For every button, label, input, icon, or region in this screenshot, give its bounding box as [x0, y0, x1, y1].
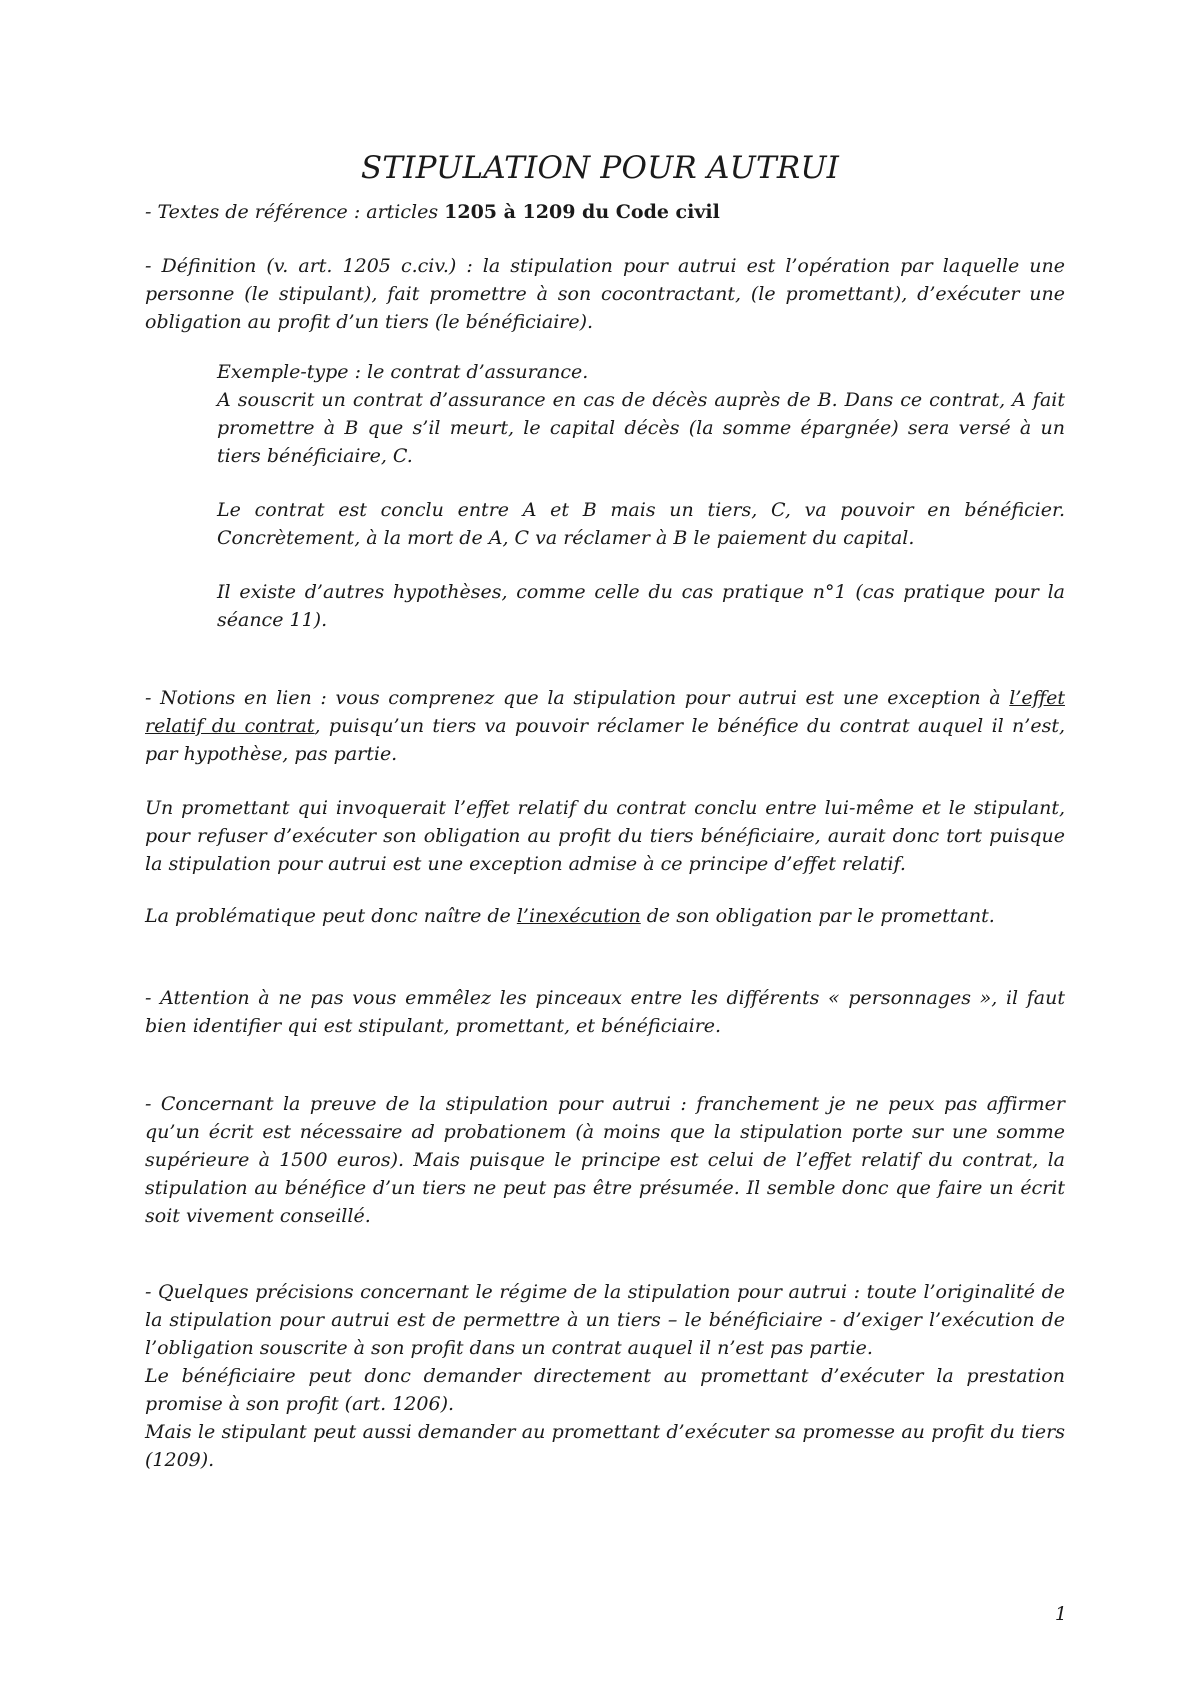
promettant-paragraph: Un promettant qui invoquerait l’effet relatif du contrat conclu entre lui-même et le stipulant, pour refuser d’exécuter son obligation au profit du tiers bénéficiaire, aurait donc tort puisque la stipulation pour autrui est une exception admise à ce principe d’effet relatif. — [145, 797, 1065, 875]
regime-paragraph-1: - Quelques précisions concernant le régime de la stipulation pour autrui : toute l’originalité de la stipulation pour autrui est de permettre à un tiers – le bénéficiaire - d’exiger l’exécution de l’obligation souscrite à son profit dans un contrat auquel il n’est pas partie. — [145, 1281, 1065, 1359]
references-paragraph — [145, 198, 1065, 226]
notions-paragraph — [145, 684, 1065, 768]
regime-paragraph-3: Mais le stipulant peut aussi demander au promettant d’exécuter sa promesse au profit du tiers (1209). — [145, 1421, 1065, 1471]
example-text: A souscrit un contrat d’assurance en cas de décès auprès de B. Dans ce contrat, A fait promettre à B que s’il meurt, le capital décès (la somme épargnée) sera versé à un tiers bénéficiaire, C. — [217, 389, 1065, 467]
preuve-paragraph: - Concernant la preuve de la stipulation pour autrui : franchement je ne peux pas affirmer qu’un écrit est nécessaire ad probationem (à moins que la stipulation porte sur une somme supérieure à 1500 euros). Mais puisque le principe est celui de l’effet relatif du contrat, la stipulation au bénéfice d’un tiers ne peut pas être présumée. Il semble donc que faire un écrit soit vivement conseillé. — [145, 1093, 1065, 1227]
notions-text-before: - Notions en lien : vous comprenez que la stipulation pour autrui est une exception à — [145, 687, 1010, 709]
example-heading: Exemple-type : le contrat d’assurance. — [217, 361, 589, 383]
problematique-text-after: de son obligation par le promettant. — [640, 905, 995, 927]
problematique-underlined-term: l’inexécution — [516, 905, 641, 927]
regime-paragraph-2: Le bénéficiaire peut donc demander directement au promettant d’exécuter la prestation promise à son profit (art. 1206). — [145, 1365, 1065, 1415]
example-paragraph-2: Le contrat est conclu entre A et B mais un tiers, C, va pouvoir en bénéficier. Concrètement, à la mort de A, C va réclamer à B le paiement du capital. — [217, 499, 1065, 549]
references-articles: 1205 à 1209 du Code civil — [444, 201, 720, 223]
notions-text-after: , puisqu’un tiers va pouvoir réclamer le bénéfice du contrat auquel il n’est, par hypothèse, pas partie. — [145, 715, 1066, 765]
notions-underlined-term: l’effet relatif du contrat — [145, 687, 1065, 737]
problematique-paragraph — [145, 902, 1065, 930]
page-number: 1 — [1054, 1603, 1067, 1625]
references-label: - Textes de référence : articles — [145, 201, 445, 223]
example-paragraph-3: Il existe d’autres hypothèses, comme celle du cas pratique n°1 (cas pratique pour la séance 11). — [217, 581, 1065, 631]
definition-paragraph: - Définition (v. art. 1205 c.civ.) : la stipulation pour autrui est l’opération par laquelle une personne (le stipulant), fait promettre à son cocontractant, (le promettant), d’exécuter une obligation au profit d’un tiers (le bénéficiaire). — [145, 255, 1065, 333]
problematique-text-before: La problématique peut donc naître de — [145, 905, 517, 927]
attention-paragraph: - Attention à ne pas vous emmêlez les pinceaux entre les différents « personnages », il faut bien identifier qui est stipulant, promettant, et bénéficiaire. — [145, 987, 1065, 1037]
page-title: STIPULATION POUR AUTRUI — [360, 150, 840, 186]
